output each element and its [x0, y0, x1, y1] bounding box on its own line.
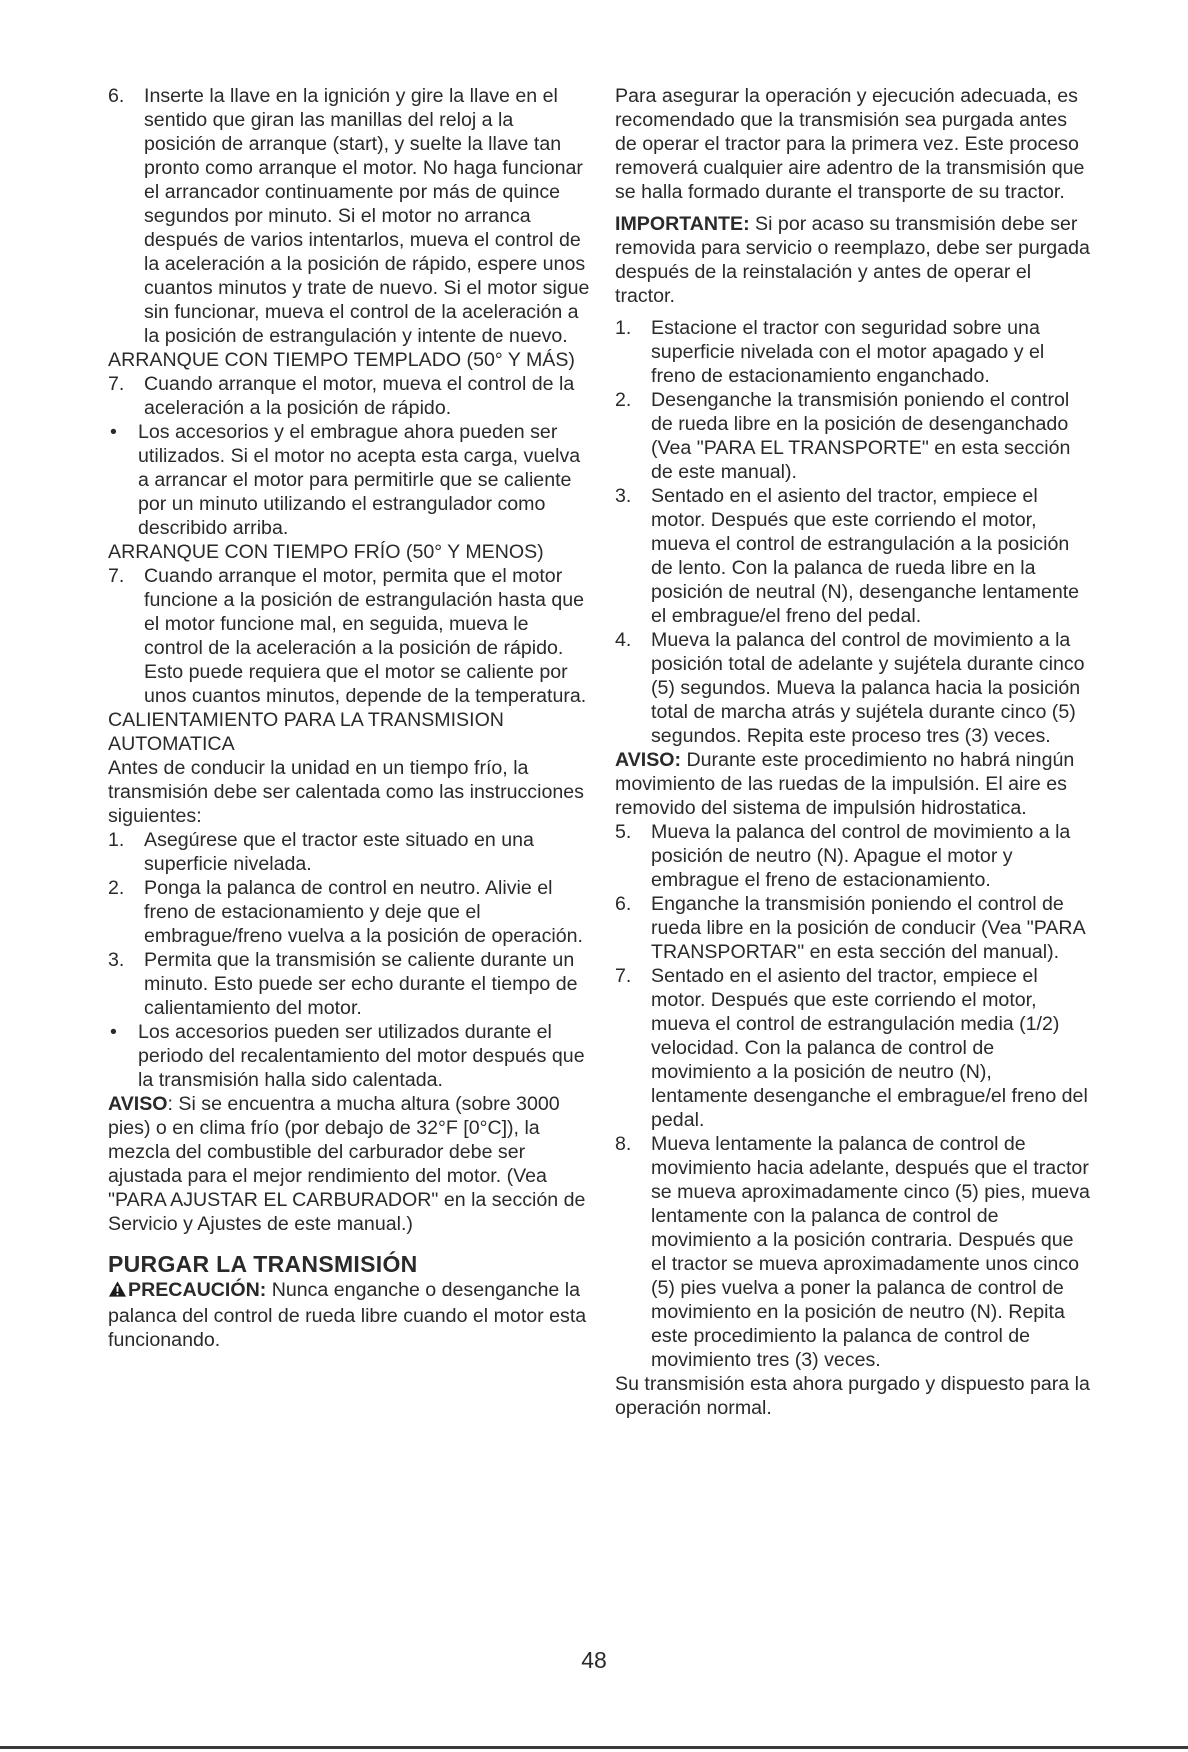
- step-text: Permita que la transmisión se caliente durante un minuto. Esto puede ser echo durante el tiempo de calientamiento del motor.: [144, 949, 578, 1019]
- trans-bullet: [108, 1020, 590, 1092]
- step-text: Mueva lentamente la palanca de control de movimiento hacia adelante, después que el tractor se mueva aproximadamente cinco (5) pies, mueva lentamente con la palanca de control de movimiento a la posición contraria. Después que el tractor se mueva aproximadamente unos cinco (5) pies vuelva a poner la palanca de control de movimiento en la posición de neutro (N). Repita este procedimiento la palanca de control de movimiento tres (3) veces.: [651, 1133, 1090, 1371]
- step-text: Inserte la llave en la ignición y gire la llave en el sentido que giran las manillas del reloj a la posición de arranque (start), y suelte la llave tan pronto como arranque el motor. No haga funcionar el arrancador continuamente por más de quince segundos por minuto. Si el motor no arranca después de varios intentarlos, mueva el control de la aceleración a la posición de rápido, espere unos cuantos minutos y trate de nuevo. Si el motor sigue sin funcionar, mueva el control de la aceleración a la posición de estrangulación y intente de nuevo.: [144, 85, 590, 347]
- transmission-warmup-heading: CALIENTAMIENTO PARA LA TRANSMISION AUTOMATICA: [108, 709, 504, 755]
- warm-bullet: [108, 420, 590, 540]
- aviso-text: Durante este procedimiento no habrá ningún movimiento de las ruedas de la impulsión. El aire es removido del sistema de impulsión hidrostatica.: [615, 749, 1075, 819]
- step-number: 2.: [108, 877, 125, 899]
- aviso-label: AVISO: [108, 1093, 168, 1115]
- warning-icon: [108, 1280, 127, 1304]
- purge-heading: PURGAR LA TRANSMISIÓN: [108, 1251, 418, 1277]
- step-number: 3.: [108, 949, 125, 971]
- warm-weather-heading: ARRANQUE CON TIEMPO TEMPLADO (50° Y MÁS): [108, 349, 575, 371]
- step-6: [108, 84, 590, 348]
- caution-label: PRECAUCIÓN:: [128, 1279, 267, 1301]
- step-text: Desenganche la transmisión poniendo el control de rueda libre en la posición de desenganchado (Vea "PARA EL TRANSPORTE" en esta sección de este manual).: [651, 389, 1071, 483]
- bullet-mark: •: [110, 421, 117, 443]
- purge-step-3: [615, 484, 1093, 628]
- page-number: 48: [581, 1647, 607, 1673]
- step-number: 7.: [108, 565, 125, 587]
- purge-step-8: [615, 1132, 1093, 1372]
- step-number: 1.: [615, 317, 632, 339]
- trans-step-3: [108, 948, 590, 1020]
- bottom-rule: [0, 1746, 1188, 1749]
- left-column: [108, 84, 590, 1352]
- step-number: 5.: [615, 821, 632, 843]
- purge-step-6: [615, 892, 1093, 964]
- bullet-text: Los accesorios pueden ser utilizados durante el periodo del recalentamiento del motor después que la transmisión halla sido calentada.: [138, 1021, 585, 1091]
- step-text: Estacione el tractor con seguridad sobre una superficie nivelada con el motor apagado y el freno de estacionamiento enganchado.: [651, 317, 1045, 387]
- caution-text: Nunca enganche o desenganche la palanca del control de rueda libre cuando el motor esta funcionando.: [108, 1279, 587, 1351]
- aviso-note: [108, 1092, 590, 1236]
- step-number: 4.: [615, 629, 632, 651]
- trans-step-2: [108, 876, 590, 948]
- step-text: Sentado en el asiento del tractor, empiece el motor. Después que este corriendo el motor, mueva el control de estrangulación media (1/2) velocidad. Con la palanca de control de movimiento a la posición de neutro (N), lentamente desenganche el embrague/el freno del pedal.: [651, 965, 1088, 1131]
- step-number: 8.: [615, 1133, 632, 1155]
- trans-step-1: [108, 828, 590, 876]
- right-column: [615, 84, 1093, 1420]
- bullet-mark: •: [110, 1021, 117, 1043]
- step-text: Sentado en el asiento del tractor, empiece el motor. Después que este corriendo el motor, mueva el control de estrangulación a la posición de lento. Con la palanca de rueda libre en la posición de neutral (N), desenganche lentamente el embrague/el freno del pedal.: [651, 485, 1080, 627]
- step-text: Enganche la transmisión poniendo el control de rueda libre en la posición de conducir (Vea "PARA TRANSPORTAR" en esta sección del manual).: [651, 893, 1085, 963]
- transmission-intro: Antes de conducir la unidad en un tiempo frío, la transmisión debe ser calentada como las instrucciones siguientes:: [108, 757, 584, 827]
- important-text: Si por acaso su transmisión debe ser removida para servicio o reemplazo, debe ser purgada después de la reinstalación y antes de operar el tractor.: [615, 213, 1090, 307]
- purge-intro: Para asegurar la operación y ejecución adecuada, es recomendado que la transmisión sea purgada antes de operar el tractor para la primera vez. Este proceso removerá cualquier aire adentro de la transmisión que se halla formado durante el transporte de su tractor.: [615, 85, 1085, 203]
- purge-step-2: [615, 388, 1093, 484]
- step-text: Ponga la palanca de control en neutro. Alivie el freno de estacionamiento y deje que el embrague/freno vuelva a la posición de operación.: [144, 877, 583, 947]
- step-number: 2.: [615, 389, 632, 411]
- purge-step-5: [615, 820, 1093, 892]
- cold-weather-heading: ARRANQUE CON TIEMPO FRÍO (50° Y MENOS): [108, 541, 544, 563]
- step-text: Mueva la palanca del control de movimiento a la posición total de adelante y sujétela durante cinco (5) segundos. Mueva la palanca hacia la posición total de marcha atrás y sujétela durante cinco (5) segundos. Repita este proceso tres (3) veces.: [651, 629, 1085, 747]
- important-label: IMPORTANTE:: [615, 213, 750, 235]
- caution-note: [108, 1278, 590, 1352]
- step-number: 6.: [108, 85, 125, 107]
- step-text: Cuando arranque el motor, permita que el motor funcione a la posición de estrangulación hasta que el motor funcione mal, en seguida, mueva le control de la aceleración a la posición de rápido. Esto puede requiera que el motor se caliente por unos cuantos minutos, depende de la temperatura.: [144, 565, 587, 707]
- step-number: 7.: [108, 373, 125, 395]
- cold-step-7: [108, 564, 590, 708]
- purge-step-4: [615, 628, 1093, 748]
- aviso-text: : Si se encuentra a mucha altura (sobre 3000 pies) o en clima frío (por debajo de 32°F [0°C]), la mezcla del combustible del carburador debe ser ajustada para el mejor rendimiento del motor. (Vea "PARA AJUSTAR EL CARBURADOR" en la sección de Servicio y Ajustes de este manual.): [108, 1093, 586, 1235]
- step-text: Asegúrese que el tractor este situado en una superficie nivelada.: [144, 829, 534, 875]
- aviso-note-right: [615, 748, 1093, 820]
- warm-step-7: [108, 372, 590, 420]
- bullet-text: Los accesorios y el embrague ahora pueden ser utilizados. Si el motor no acepta esta carga, vuelva a arrancar el motor para permitirle que se caliente por un minuto utilizando el estrangulador como describido arriba.: [138, 421, 581, 539]
- step-text: Mueva la palanca del control de movimiento a la posición de neutro (N). Apague el motor y embrague el freno de estacionamiento.: [651, 821, 1071, 891]
- step-number: 1.: [108, 829, 125, 851]
- purge-step-1: [615, 316, 1093, 388]
- step-number: 7.: [615, 965, 632, 987]
- aviso-label: AVISO:: [615, 749, 682, 771]
- purge-outro: Su transmisión esta ahora purgado y dispuesto para la operación normal.: [615, 1373, 1090, 1419]
- step-number: 6.: [615, 893, 632, 915]
- step-number: 3.: [615, 485, 632, 507]
- purge-step-7: [615, 964, 1093, 1132]
- step-text: Cuando arranque el motor, mueva el control de la aceleración a la posición de rápido.: [144, 373, 575, 419]
- important-note: [615, 212, 1093, 308]
